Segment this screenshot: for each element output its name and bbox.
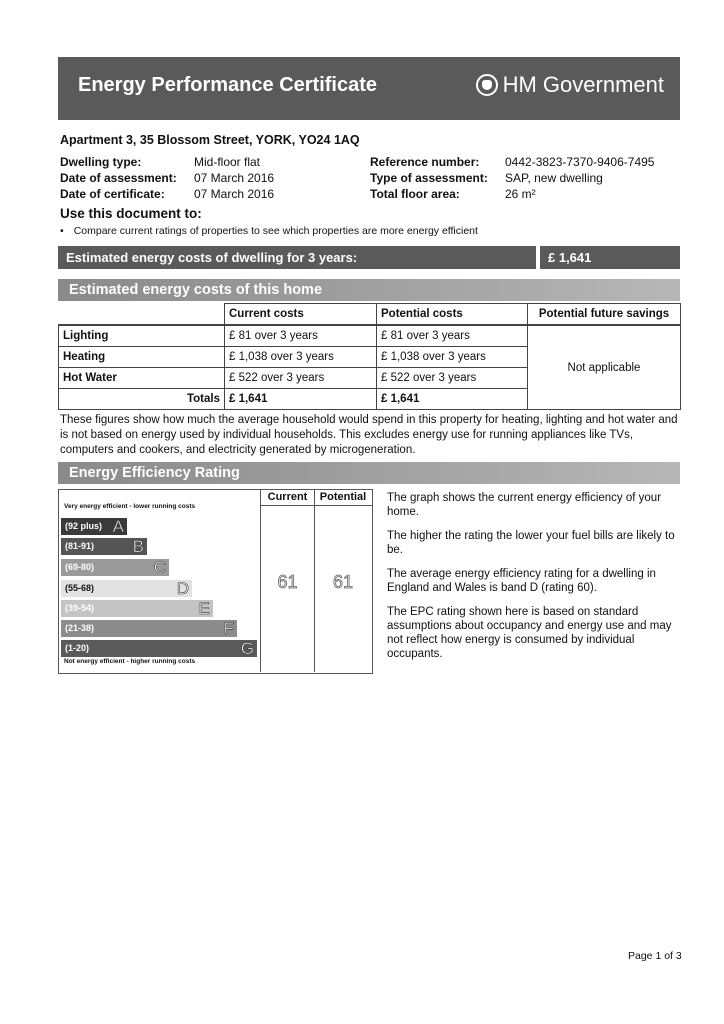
row-label: Heating [59,347,225,368]
table-header-row [59,304,681,326]
detail-label: Total floor area: [370,187,460,201]
rating-band-f [61,620,237,637]
use-document-title: Use this document to: [60,206,202,221]
header-potential-savings: Potential future savings [528,304,681,326]
row-label: Hot Water [59,368,225,389]
row-label: Lighting [59,325,225,347]
band-letter: A [112,517,124,536]
header-current-costs: Current costs [225,304,377,326]
bullet-icon: • [60,225,64,237]
rating-paragraph: The average energy efficiency rating for a dwelling in England and Wales is band D (rating 60). [387,568,656,594]
detail-row [60,170,274,186]
totals-potential: £ 1,641 [377,389,528,410]
inefficient-label: Not energy efficient - higher running costs [64,658,196,665]
rating-band-b [61,538,147,555]
certificate-header [58,57,680,120]
property-address: Apartment 3, 35 Blossom Street, YORK, YO24 1AQ [60,133,360,147]
rating-band-e [61,600,213,617]
current-cost-cell: £ 522 over 3 years [225,368,377,389]
potential-rating: 61 [332,572,354,592]
table-corner [59,304,225,326]
current-cost-cell: £ 81 over 3 years [225,325,377,347]
crest-icon [476,74,498,96]
rating-band-a [61,518,127,535]
potential-column-header: Potential [319,491,367,503]
detail-value: SAP, new dwelling [505,171,603,185]
rating-band-c [61,559,169,576]
rating-paragraph: The graph shows the current energy efficiency of your home. [387,492,662,518]
current-cost-cell: £ 1,038 over 3 years [225,347,377,368]
use-document-bullet [60,225,478,237]
detail-value: Mid-floor flat [194,155,261,169]
band-range: (21-38) [65,623,95,633]
estimated-cost-band [58,246,680,269]
potential-cost-cell: £ 1,038 over 3 years [377,347,528,368]
band-letter: C [153,558,166,577]
header-potential-costs: Potential costs [377,304,528,326]
rating-band-g [61,640,257,657]
rating-paragraph: The higher the rating the lower your fuel bills are likely to be. [387,530,675,556]
band-range: (1-20) [65,643,90,653]
detail-row [370,170,654,186]
totals-label: Totals [59,389,225,410]
costs-section-title: Estimated energy costs of this home [58,279,680,301]
detail-value: 26 m² [505,187,536,201]
detail-value: 0442-3823-7370-9406-7495 [505,155,655,169]
band-letter: E [198,599,210,618]
detail-label: Type of assessment: [370,171,488,185]
totals-current: £ 1,641 [225,389,377,410]
table-row [59,325,681,347]
detail-label: Dwelling type: [60,155,142,169]
hm-government-logo [476,72,664,98]
rating-paragraph: The EPC rating shown here is based on standard assumptions about occupancy and energy use and may not reflect how energy is consumed by individual occupants. [387,606,672,660]
detail-row [60,154,274,170]
band-range: (39-54) [65,603,95,613]
detail-label: Date of certificate: [60,187,165,201]
detail-row [60,186,274,202]
efficiency-section-title: Energy Efficiency Rating [58,462,680,484]
detail-label: Date of assessment: [60,171,177,185]
savings-cell: Not applicable [528,325,681,410]
estimated-cost-label: Estimated energy costs of dwelling for 3 years: [58,246,536,269]
rating-band-d [61,580,192,597]
gov-logo-text: HM Government [502,72,664,97]
band-range: (55-68) [65,583,95,593]
band-letter: G [240,639,254,658]
rating-explanation [387,491,682,671]
band-range: (69-80) [65,562,95,572]
bullet-text: Compare current ratings of properties to see which properties are more energy efficient [73,225,478,237]
band-range: (81-91) [65,541,95,551]
page-number: Page 1 of 3 [628,950,682,962]
band-letter: F [223,619,234,638]
efficient-label: Very energy efficient - lower running costs [64,503,196,510]
certificate-title: Energy Performance Certificate [78,74,378,96]
detail-value: 07 March 2016 [194,171,275,185]
costs-note: These figures show how much the average household would spend in this property for heating, lighting and hot water and is not based on energy used by individual households. This excludes energy use for running appliances like TVs, computers and cookers, and electricity generated by microgeneration. [60,414,678,456]
details-left [60,154,274,202]
band-range: (92 plus) [65,521,103,531]
detail-row [370,154,654,170]
current-column-header: Current [267,491,308,503]
header-divider [260,505,372,506]
band-letter: B [132,537,144,556]
detail-value: 07 March 2016 [194,187,275,201]
detail-label: Reference number: [370,155,480,169]
band-letter: D [176,579,189,598]
energy-rating-graph [58,489,378,673]
current-rating: 61 [277,572,298,592]
estimated-cost-value: £ 1,641 [540,246,680,269]
costs-table [58,303,681,410]
details-right [370,154,654,202]
potential-cost-cell: £ 81 over 3 years [377,325,528,347]
potential-cost-cell: £ 522 over 3 years [377,368,528,389]
detail-row [370,186,654,202]
